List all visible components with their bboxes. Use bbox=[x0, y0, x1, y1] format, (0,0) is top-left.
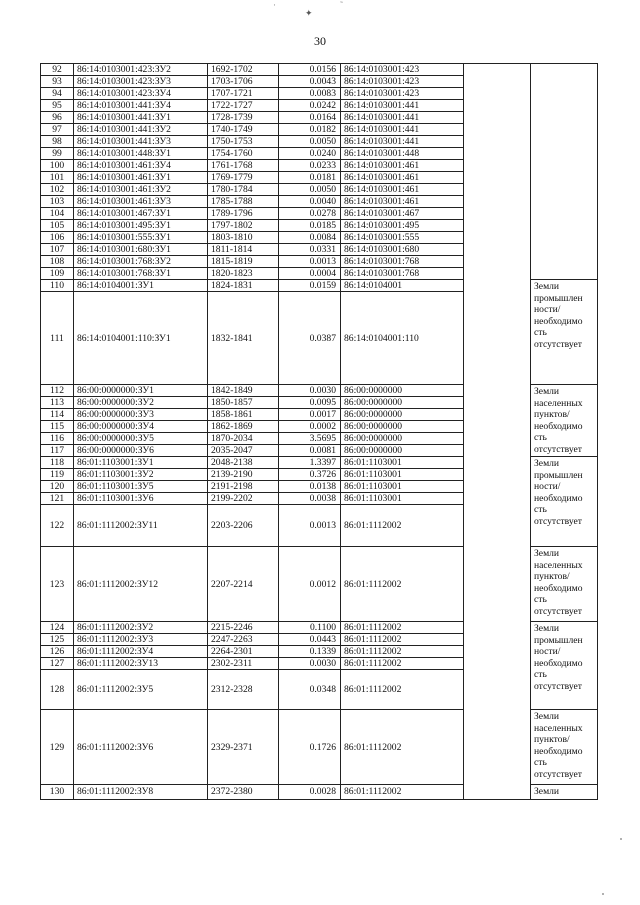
point-range: 2207-2214 bbox=[208, 547, 279, 622]
scan-artifact-mark: · bbox=[273, 0, 276, 10]
area-ha: 0.0030 bbox=[279, 658, 341, 670]
area-ha: 0.1100 bbox=[279, 622, 341, 634]
area-ha: 0.1726 bbox=[279, 710, 341, 785]
point-range: 2191-2198 bbox=[208, 481, 279, 493]
area-ha: 0.0043 bbox=[279, 76, 341, 88]
point-range: 1703-1706 bbox=[208, 76, 279, 88]
point-range: 2203-2206 bbox=[208, 505, 279, 547]
point-range: 2312-2328 bbox=[208, 670, 279, 710]
point-range: 1769-1779 bbox=[208, 172, 279, 184]
point-range: 2329-2371 bbox=[208, 710, 279, 785]
row-number: 93 bbox=[41, 76, 74, 88]
cadastral-number: 86:14:0103001:461:ЗУ4 bbox=[74, 160, 208, 172]
cadastral-quarter: 86:14:0103001:768 bbox=[341, 256, 464, 268]
area-ha: 0.0012 bbox=[279, 547, 341, 622]
area-ha: 0.0164 bbox=[279, 112, 341, 124]
cadastral-quarter: 86:14:0103001:680 bbox=[341, 244, 464, 256]
cadastral-number: 86:14:0103001:461:ЗУ1 bbox=[74, 172, 208, 184]
point-range: 1811-1814 bbox=[208, 244, 279, 256]
point-range: 1780-1784 bbox=[208, 184, 279, 196]
cadastral-number: 86:14:0103001:461:ЗУ2 bbox=[74, 184, 208, 196]
row-number: 100 bbox=[41, 160, 74, 172]
cadastral-number: 86:00:0000000:ЗУ4 bbox=[74, 421, 208, 433]
point-range: 1761-1768 bbox=[208, 160, 279, 172]
point-range: 1803-1810 bbox=[208, 232, 279, 244]
point-range: 2199-2202 bbox=[208, 493, 279, 505]
point-range: 1842-1849 bbox=[208, 385, 279, 397]
area-ha: 0.0004 bbox=[279, 268, 341, 280]
area-ha: 0.0387 bbox=[279, 292, 341, 385]
cadastral-quarter: 86:01:1112002 bbox=[341, 658, 464, 670]
cadastral-number: 86:14:0104001:110:ЗУ1 bbox=[74, 292, 208, 385]
cadastral-quarter: 86:01:1103001 bbox=[341, 469, 464, 481]
cadastral-number: 86:01:1112002:ЗУ3 bbox=[74, 634, 208, 646]
cadastral-number: 86:00:0000000:ЗУ5 bbox=[74, 433, 208, 445]
row-number: 125 bbox=[41, 634, 74, 646]
row-number: 110 bbox=[41, 280, 74, 292]
cadastral-quarter: 86:00:0000000 bbox=[341, 445, 464, 457]
point-range: 1832-1841 bbox=[208, 292, 279, 385]
cadastral-number: 86:14:0103001:461:ЗУ3 bbox=[74, 196, 208, 208]
row-number: 101 bbox=[41, 172, 74, 184]
row-number: 108 bbox=[41, 256, 74, 268]
row-number: 118 bbox=[41, 457, 74, 469]
land-category-note: Земли промышлен ности/ необходимо сть отсутствует bbox=[531, 622, 598, 710]
cadastral-number: 86:01:1112002:ЗУ6 bbox=[74, 710, 208, 785]
point-range: 2048-2138 bbox=[208, 457, 279, 469]
cadastral-number: 86:14:0103001:423:ЗУ4 bbox=[74, 88, 208, 100]
empty-column-cell bbox=[464, 64, 531, 800]
area-ha: 0.0181 bbox=[279, 172, 341, 184]
area-ha: 0.0081 bbox=[279, 445, 341, 457]
area-ha: 0.0443 bbox=[279, 634, 341, 646]
cadastral-quarter: 86:01:1112002 bbox=[341, 785, 464, 800]
row-number: 129 bbox=[41, 710, 74, 785]
row-number: 124 bbox=[41, 622, 74, 634]
area-ha: 0.1339 bbox=[279, 646, 341, 658]
cadastral-number: 86:01:1112002:ЗУ5 bbox=[74, 670, 208, 710]
row-number: 96 bbox=[41, 112, 74, 124]
cadastral-quarter: 86:01:1112002 bbox=[341, 646, 464, 658]
scan-artifact-mark: ✦ bbox=[305, 8, 313, 18]
area-ha: 0.0084 bbox=[279, 232, 341, 244]
cadastral-number: 86:01:1112002:ЗУ11 bbox=[74, 505, 208, 547]
scan-speck bbox=[602, 893, 604, 895]
area-ha: 0.0331 bbox=[279, 244, 341, 256]
area-ha: 0.0185 bbox=[279, 220, 341, 232]
point-range: 1858-1861 bbox=[208, 409, 279, 421]
point-range: 2302-2311 bbox=[208, 658, 279, 670]
cadastral-quarter: 86:01:1103001 bbox=[341, 481, 464, 493]
point-range: 2139-2190 bbox=[208, 469, 279, 481]
point-range: 1754-1760 bbox=[208, 148, 279, 160]
cadastral-number: 86:14:0103001:423:ЗУ2 bbox=[74, 64, 208, 76]
row-number: 99 bbox=[41, 148, 74, 160]
cadastral-number: 86:00:0000000:ЗУ6 bbox=[74, 445, 208, 457]
point-range: 1789-1796 bbox=[208, 208, 279, 220]
cadastral-quarter: 86:01:1112002 bbox=[341, 505, 464, 547]
row-number: 106 bbox=[41, 232, 74, 244]
page-number: 30 bbox=[314, 34, 326, 48]
row-number: 109 bbox=[41, 268, 74, 280]
row-number: 97 bbox=[41, 124, 74, 136]
point-range: 1862-1869 bbox=[208, 421, 279, 433]
row-number: 115 bbox=[41, 421, 74, 433]
point-range: 1797-1802 bbox=[208, 220, 279, 232]
point-range: 1740-1749 bbox=[208, 124, 279, 136]
land-category-note: Земли bbox=[531, 785, 598, 800]
cadastral-quarter: 86:01:1112002 bbox=[341, 547, 464, 622]
area-ha: 0.0240 bbox=[279, 148, 341, 160]
row-number: 92 bbox=[41, 64, 74, 76]
cadastral-number: 86:14:0103001:441:ЗУ1 bbox=[74, 112, 208, 124]
cadastral-quarter: 86:14:0103001:441 bbox=[341, 112, 464, 124]
cadastral-number: 86:14:0103001:467:ЗУ1 bbox=[74, 208, 208, 220]
table-row bbox=[41, 64, 598, 76]
row-number: 130 bbox=[41, 785, 74, 800]
cadastral-number: 86:14:0104001:ЗУ1 bbox=[74, 280, 208, 292]
cadastral-quarter: 86:01:1103001 bbox=[341, 493, 464, 505]
area-ha: 0.0095 bbox=[279, 397, 341, 409]
cadastral-number: 86:14:0103001:768:ЗУ1 bbox=[74, 268, 208, 280]
land-parcels-table bbox=[40, 63, 598, 800]
area-ha: 0.0159 bbox=[279, 280, 341, 292]
area-ha: 0.0233 bbox=[279, 160, 341, 172]
area-ha: 0.0038 bbox=[279, 493, 341, 505]
cadastral-number: 86:14:0103001:441:ЗУ4 bbox=[74, 100, 208, 112]
cadastral-quarter: 86:14:0104001:110 bbox=[341, 292, 464, 385]
row-number: 114 bbox=[41, 409, 74, 421]
row-number: 107 bbox=[41, 244, 74, 256]
land-category-note: Земли промышлен ности/ необходимо сть отсутствует bbox=[531, 280, 598, 385]
area-ha: 0.0013 bbox=[279, 256, 341, 268]
point-range: 2035-2047 bbox=[208, 445, 279, 457]
point-range: 2264-2301 bbox=[208, 646, 279, 658]
cadastral-number: 86:01:1112002:ЗУ4 bbox=[74, 646, 208, 658]
point-range: 1750-1753 bbox=[208, 136, 279, 148]
area-ha: 0.0028 bbox=[279, 785, 341, 800]
cadastral-number: 86:00:0000000:ЗУ1 bbox=[74, 385, 208, 397]
land-category-note: Земли промышлен ности/ необходимо сть отсутствует bbox=[531, 457, 598, 547]
area-ha: 0.0002 bbox=[279, 421, 341, 433]
row-number: 123 bbox=[41, 547, 74, 622]
cadastral-quarter: 86:14:0103001:768 bbox=[341, 268, 464, 280]
row-number: 105 bbox=[41, 220, 74, 232]
row-number: 112 bbox=[41, 385, 74, 397]
area-ha: 0.3726 bbox=[279, 469, 341, 481]
cadastral-number: 86:14:0103001:768:ЗУ2 bbox=[74, 256, 208, 268]
cadastral-quarter: 86:14:0103001:441 bbox=[341, 100, 464, 112]
area-ha: 0.0242 bbox=[279, 100, 341, 112]
point-range: 1692-1702 bbox=[208, 64, 279, 76]
cadastral-number: 86:14:0103001:555:ЗУ1 bbox=[74, 232, 208, 244]
cadastral-number: 86:00:0000000:ЗУ3 bbox=[74, 409, 208, 421]
point-range: 2215-2246 bbox=[208, 622, 279, 634]
cadastral-number: 86:01:1112002:ЗУ8 bbox=[74, 785, 208, 800]
cadastral-quarter: 86:00:0000000 bbox=[341, 433, 464, 445]
area-ha: 0.0138 bbox=[279, 481, 341, 493]
row-number: 94 bbox=[41, 88, 74, 100]
cadastral-number: 86:14:0103001:441:ЗУ3 bbox=[74, 136, 208, 148]
cadastral-number: 86:01:1112002:ЗУ12 bbox=[74, 547, 208, 622]
point-range: 1824-1831 bbox=[208, 280, 279, 292]
point-range: 1820-1823 bbox=[208, 268, 279, 280]
land-category-note: Земли населенных пунктов/ необходимо сть отсутствует bbox=[531, 547, 598, 622]
cadastral-number: 86:01:1112002:ЗУ2 bbox=[74, 622, 208, 634]
scan-speck bbox=[620, 838, 622, 840]
point-range: 1785-1788 bbox=[208, 196, 279, 208]
area-ha: 3.5695 bbox=[279, 433, 341, 445]
cadastral-quarter: 86:14:0103001:467 bbox=[341, 208, 464, 220]
cadastral-quarter: 86:14:0103001:461 bbox=[341, 160, 464, 172]
cadastral-number: 86:01:1103001:ЗУ1 bbox=[74, 457, 208, 469]
cadastral-quarter: 86:00:0000000 bbox=[341, 409, 464, 421]
row-number: 116 bbox=[41, 433, 74, 445]
cadastral-quarter: 86:14:0103001:461 bbox=[341, 172, 464, 184]
row-number: 111 bbox=[41, 292, 74, 385]
point-range: 1850-1857 bbox=[208, 397, 279, 409]
cadastral-number: 86:14:0103001:423:ЗУ3 bbox=[74, 76, 208, 88]
land-category-note: Земли населенных пунктов/ необходимо сть отсутствует bbox=[531, 385, 598, 457]
cadastral-quarter: 86:14:0103001:423 bbox=[341, 64, 464, 76]
cadastral-quarter: 86:01:1112002 bbox=[341, 622, 464, 634]
land-category-cell bbox=[531, 64, 598, 280]
point-range: 2372-2380 bbox=[208, 785, 279, 800]
cadastral-number: 86:14:0103001:680:ЗУ1 bbox=[74, 244, 208, 256]
cadastral-number: 86:01:1112002:ЗУ13 bbox=[74, 658, 208, 670]
table-body bbox=[41, 64, 598, 800]
point-range: 1870-2034 bbox=[208, 433, 279, 445]
row-number: 113 bbox=[41, 397, 74, 409]
cadastral-quarter: 86:14:0103001:555 bbox=[341, 232, 464, 244]
area-ha: 0.0050 bbox=[279, 136, 341, 148]
cadastral-quarter: 86:01:1112002 bbox=[341, 634, 464, 646]
row-number: 95 bbox=[41, 100, 74, 112]
row-number: 126 bbox=[41, 646, 74, 658]
area-ha: 0.0050 bbox=[279, 184, 341, 196]
area-ha: 0.0348 bbox=[279, 670, 341, 710]
cadastral-quarter: 86:14:0103001:423 bbox=[341, 76, 464, 88]
area-ha: 0.0013 bbox=[279, 505, 341, 547]
cadastral-number: 86:01:1103001:ЗУ6 bbox=[74, 493, 208, 505]
row-number: 117 bbox=[41, 445, 74, 457]
cadastral-quarter: 86:14:0103001:423 bbox=[341, 88, 464, 100]
cadastral-quarter: 86:00:0000000 bbox=[341, 385, 464, 397]
row-number: 122 bbox=[41, 505, 74, 547]
cadastral-quarter: 86:14:0103001:461 bbox=[341, 184, 464, 196]
area-ha: 1.3397 bbox=[279, 457, 341, 469]
cadastral-quarter: 86:00:0000000 bbox=[341, 397, 464, 409]
cadastral-number: 86:00:0000000:ЗУ2 bbox=[74, 397, 208, 409]
row-number: 103 bbox=[41, 196, 74, 208]
area-ha: 0.0040 bbox=[279, 196, 341, 208]
row-number: 119 bbox=[41, 469, 74, 481]
area-ha: 0.0278 bbox=[279, 208, 341, 220]
point-range: 1707-1721 bbox=[208, 88, 279, 100]
row-number: 121 bbox=[41, 493, 74, 505]
cadastral-quarter: 86:14:0103001:441 bbox=[341, 124, 464, 136]
cadastral-quarter: 86:14:0103001:461 bbox=[341, 196, 464, 208]
point-range: 1815-1819 bbox=[208, 256, 279, 268]
cadastral-quarter: 86:00:0000000 bbox=[341, 421, 464, 433]
area-ha: 0.0017 bbox=[279, 409, 341, 421]
row-number: 127 bbox=[41, 658, 74, 670]
row-number: 120 bbox=[41, 481, 74, 493]
cadastral-quarter: 86:01:1112002 bbox=[341, 710, 464, 785]
row-number: 128 bbox=[41, 670, 74, 710]
area-ha: 0.0156 bbox=[279, 64, 341, 76]
point-range: 1728-1739 bbox=[208, 112, 279, 124]
point-range: 2247-2263 bbox=[208, 634, 279, 646]
row-number: 104 bbox=[41, 208, 74, 220]
cadastral-number: 86:14:0103001:495:ЗУ1 bbox=[74, 220, 208, 232]
land-category-note: Земли населенных пунктов/ необходимо сть отсутствует bbox=[531, 710, 598, 785]
cadastral-number: 86:01:1103001:ЗУ5 bbox=[74, 481, 208, 493]
cadastral-quarter: 86:01:1103001 bbox=[341, 457, 464, 469]
cadastral-number: 86:14:0103001:448:ЗУ1 bbox=[74, 148, 208, 160]
cadastral-quarter: 86:14:0104001 bbox=[341, 280, 464, 292]
area-ha: 0.0030 bbox=[279, 385, 341, 397]
cadastral-number: 86:01:1103001:ЗУ2 bbox=[74, 469, 208, 481]
cadastral-number: 86:14:0103001:441:ЗУ2 bbox=[74, 124, 208, 136]
point-range: 1722-1727 bbox=[208, 100, 279, 112]
row-number: 98 bbox=[41, 136, 74, 148]
cadastral-quarter: 86:14:0103001:448 bbox=[341, 148, 464, 160]
cadastral-quarter: 86:14:0103001:441 bbox=[341, 136, 464, 148]
row-number: 102 bbox=[41, 184, 74, 196]
cadastral-quarter: 86:14:0103001:495 bbox=[341, 220, 464, 232]
area-ha: 0.0182 bbox=[279, 124, 341, 136]
cadastral-quarter: 86:01:1112002 bbox=[341, 670, 464, 710]
area-ha: 0.0083 bbox=[279, 88, 341, 100]
scan-artifact-mark: ˜ bbox=[340, 0, 343, 10]
